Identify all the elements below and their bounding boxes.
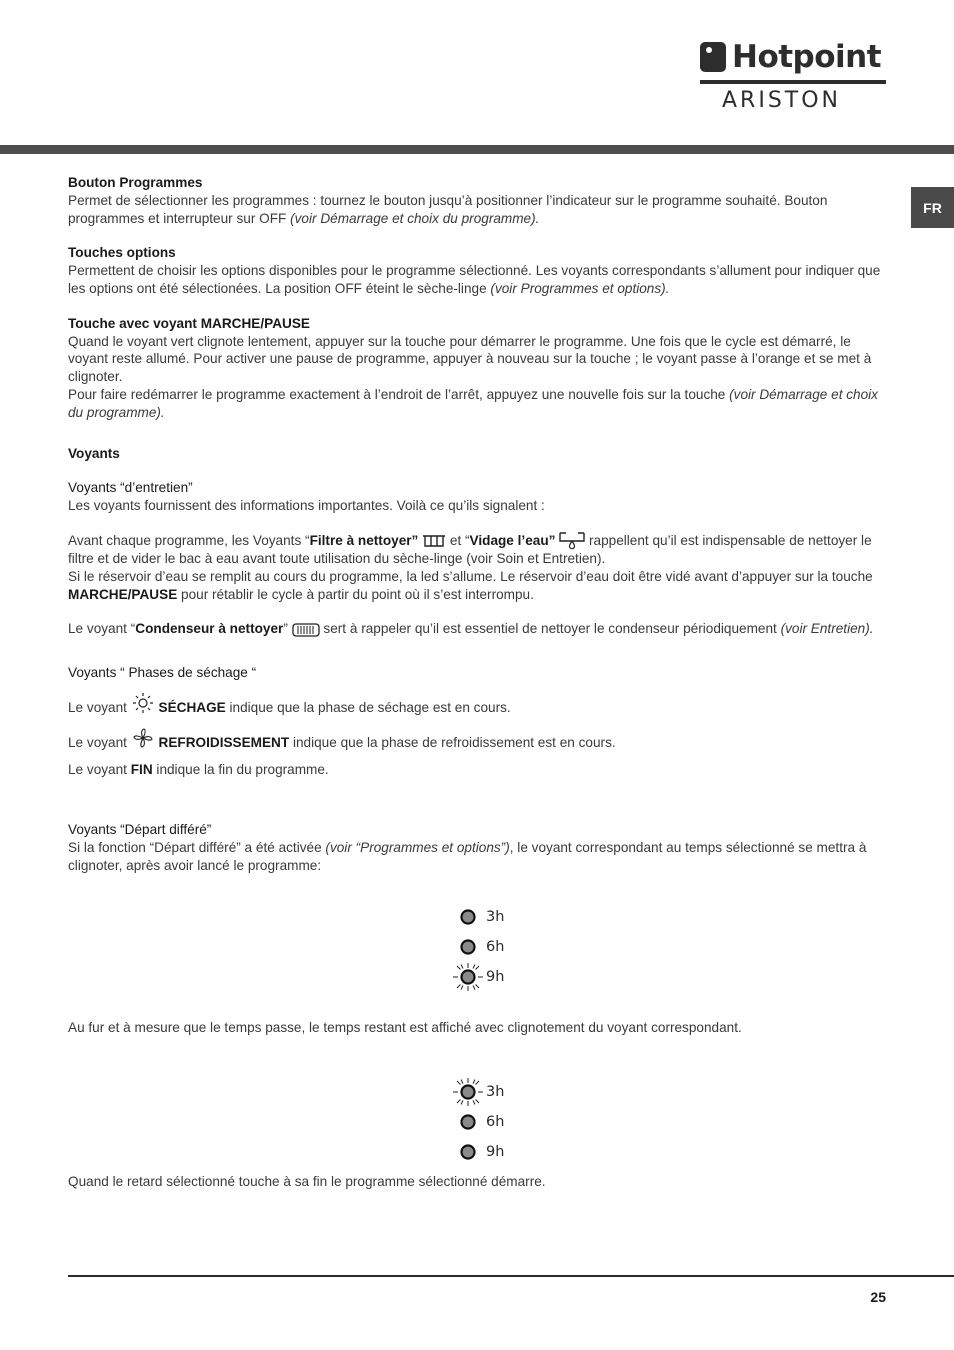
logo-rule (700, 80, 886, 84)
logo-sub: ARISTON (722, 88, 842, 113)
paragraph-marche-pause-2 (68, 386, 886, 422)
sun-drying-icon (131, 692, 155, 714)
paragraph-bouton-programmes (68, 192, 886, 228)
led-6h (450, 932, 486, 962)
led-label-3h: 3h (486, 1084, 505, 1100)
led-6h (450, 1107, 486, 1137)
led-9h-blinking (450, 962, 486, 992)
led-label-9h: 9h (486, 1144, 505, 1160)
subheading-entretien: Voyants “d’entretien” (68, 480, 193, 496)
logo-badge-icon (700, 42, 726, 72)
paragraph-marche-pause-1: Quand le voyant vert clignote lentement, appuyer sur la touche pour démarrer le programme. Une fois que le cycle est démarré, le voyant reste allumé. Pour activer une pause de programme, appuyer à nouveau sur la touche ; le voyant passe à l’orange et se met à clignoter. (68, 333, 872, 385)
paragraph-depart-differe: Si la fonction “Départ différé” a été activée (voir “Programmes et options”), le voyant correspondant au temps sélectionné se mettra à clignoter, après avoir lancé le programme: (68, 839, 867, 873)
header-bar (0, 145, 954, 154)
text: Permettent de choisir les options disponibles pour le programme sélectionné. Les voyants correspondants s’allument pour indiquer que les options ont été sélectionées. La position OFF éteint le sèche-linge (68, 263, 881, 296)
main-content (68, 174, 886, 874)
paragraph-fur-et-a-mesure: Au fur et à mesure que le temps passe, le temps restant est affiché avec clignotement du voyant correspondant. (68, 1020, 742, 1035)
water-tank-icon (559, 532, 585, 550)
paragraph-fin: Le voyant FIN indique la fin du programme. (68, 761, 329, 777)
heading-marche-pause: Touche avec voyant MARCHE/PAUSE (68, 315, 310, 331)
paragraph-condenseur: Le voyant “Condenseur à nettoyer” sert à rappeler qu’il est essentiel de nettoyer le condenseur périodiquement (voir Entretien). (68, 621, 874, 637)
paragraph-entretien-filtre: Avant chaque programme, les Voyants “Filtre à nettoyer” et “Vidage l’eau” rappellent qu’il est indispensable de nettoyer le filtre et de vider le bac à eau avant toute utilisation du sèche-linge (voir Soin et Entretien). (68, 532, 872, 566)
subheading-depart-differe: Voyants “Départ différé” (68, 821, 212, 837)
text: Permet de sélectionner les programmes : tournez le bouton jusqu’à positionner l’indicateur sur le programme souhaité. Bouton programmes et interrupteur sur OFF (68, 192, 828, 226)
led-label-3h: 3h (486, 909, 505, 925)
heading-voyants: Voyants (68, 445, 120, 461)
hotpoint-ariston-logo (700, 38, 886, 118)
heading-bouton-programmes: Bouton Programmes (68, 175, 203, 190)
subheading-phases: Voyants “ Phases de séchage “ (68, 665, 257, 681)
language-tab: FR (911, 187, 954, 228)
paragraph-quand-le-retard: Quand le retard sélectionné touche à sa fin le programme sélectionné démarre. (68, 1174, 546, 1189)
page-number: 25 (870, 1289, 886, 1305)
led-3h (450, 902, 486, 932)
paragraph-refroidissement: Le voyant REFROIDISSEMENT indique que la phase de refroidissement est en cours. (68, 727, 886, 756)
led-3h-blinking (450, 1077, 486, 1107)
logo-brand: Hotpoint (732, 39, 882, 75)
filter-icon (422, 534, 446, 548)
condenser-icon (292, 623, 320, 637)
led-label-9h: 9h (486, 969, 505, 985)
led-9h (450, 1137, 486, 1167)
paragraph-touches-options (68, 262, 886, 298)
led-label-6h: 6h (486, 1114, 505, 1130)
paragraph-entretien-intro: Les voyants fournissent des informations importantes. Voilà ce qu’ils signalent : (68, 498, 545, 514)
heading-touches-options: Touches options (68, 245, 176, 261)
footer-rule (68, 1275, 954, 1277)
italic-ref: (voir Démarrage et choix du programme). (290, 210, 540, 226)
text: Pour faire redémarrer le programme exactement à l’endroit de l’arrêt, appuyez une nouvelle fois sur la touche (68, 386, 730, 402)
fan-cooling-icon (131, 727, 155, 749)
paragraph-reservoir: Si le réservoir d’eau se remplit au cours du programme, la led s’allume. Le réservoir d’eau doit être vidé avant d’appuyer sur la touche MARCHE/PAUSE pour rétablir le cycle à partir du point où il s’est interrompu. (68, 568, 873, 602)
italic-ref: (voir Démarrage et choix du programme). (68, 386, 878, 420)
paragraph-sechage: Le voyant SÉCHAGE indique que la phase de séchage est en cours. (68, 692, 886, 721)
led-label-6h: 6h (486, 939, 505, 955)
italic-ref: (voir Programmes et options). (490, 280, 670, 296)
